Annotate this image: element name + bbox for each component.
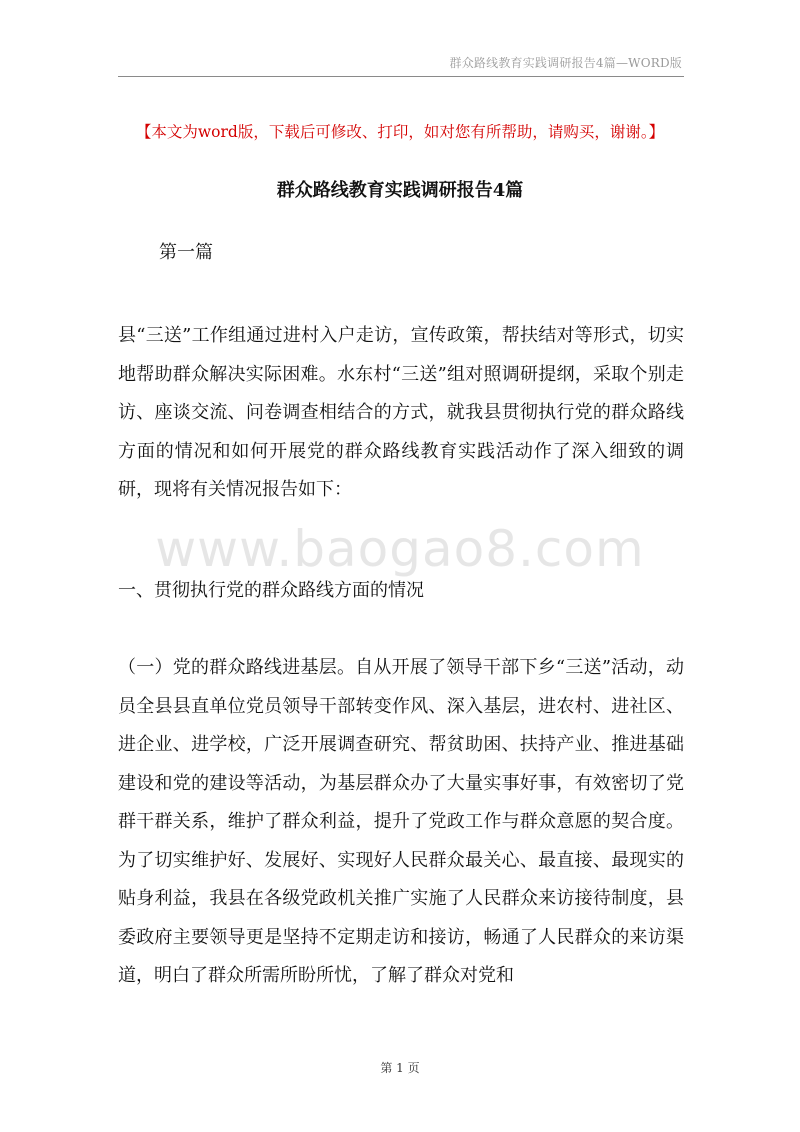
download-notice: 【本文为word版，下载后可修改、打印，如对您有所帮助，请购买，谢谢。】 [135,123,665,141]
watermark: www.baogao8.com [155,520,645,578]
header-divider [118,76,684,77]
document-title: 群众路线教育实践调研报告4篇 [276,180,524,201]
running-header: 群众路线教育实践调研报告4篇—WORD版 [449,56,682,70]
intro-paragraph: 县“三送”工作组通过进村入户走访，宣传政策，帮扶结对等形式，切实地帮助群众解决实际困难。水东村“三送”组对照调研提纲，采取个别走访、座谈交流、问卷调查相结合的方式，就我县贯彻执行党的群众路线方面的情况和如何开展党的群众路线教育实践活动作了深入细致的调研，现将有关情况报告如下： [118,325,684,500]
section-label: 第一篇 [159,242,213,263]
body-paragraph: （一）党的群众路线进基层。自从开展了领导干部下乡“三送”活动，动员全县县直单位党员领导干部转变作风、深入基层，进农村、进社区、进企业、进学校，广泛开展调查研究、帮贫助困、扶持产业、推进基础建设和党的建设等活动，为基层群众办了大量实事好事，有效密切了党群干群关系，维护了群众利益，提升了党政工作与群众意愿的契合度。为了切实维护好、发展好、实现好人民群众最关心、最直接、最现实的贴身利益，我县在各级党政机关推广实施了人民群众来访接待制度，县委政府主要领导更是坚持不定期走访和接访，畅通了人民群众的来访渠道，明白了群众所需所盼所忧，了解了群众对党和 [118,657,684,986]
section-heading: 一、贯彻执行党的群众路线方面的情况 [118,580,424,601]
page-number: 第 1 页 [380,1061,420,1075]
